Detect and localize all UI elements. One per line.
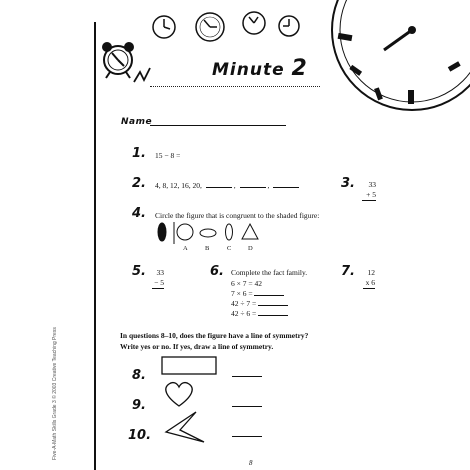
question-number: 4. bbox=[132, 206, 146, 221]
small-clock-icon bbox=[276, 14, 302, 38]
answer-line[interactable] bbox=[232, 406, 262, 407]
question-number: 1. bbox=[132, 146, 146, 161]
question-number: 2. bbox=[132, 176, 146, 191]
bottom-number: + 5 bbox=[362, 190, 376, 201]
name-label: Name bbox=[121, 117, 153, 127]
page-title: Minute 2 bbox=[212, 56, 308, 81]
fact-equation: 42 ÷ 6 = bbox=[231, 309, 257, 318]
small-clock-icon bbox=[150, 14, 178, 40]
large-clock-illustration bbox=[322, 0, 470, 115]
top-number: 33 bbox=[368, 180, 376, 189]
addition-problem bbox=[362, 180, 376, 201]
fact-equation: 7 × 6 = bbox=[231, 289, 253, 298]
shape-figures bbox=[152, 220, 272, 246]
heart-figure bbox=[163, 380, 195, 408]
choice-label-d[interactable]: D bbox=[248, 245, 253, 252]
question-text: 4, 8, 12, 16, 20, , , bbox=[155, 181, 301, 190]
top-number: 12 bbox=[367, 268, 375, 277]
instruction-line: Write yes or no. If yes, draw a line of symmetry. bbox=[120, 342, 274, 351]
fact-line bbox=[231, 299, 288, 309]
name-field[interactable] bbox=[150, 125, 286, 126]
symmetry-instructions bbox=[120, 330, 308, 352]
question-number: 8. bbox=[132, 368, 146, 383]
answer-blank[interactable] bbox=[206, 181, 232, 188]
multiplication-problem bbox=[363, 268, 375, 289]
alarm-clock-illustration bbox=[98, 38, 158, 88]
bottom-number: x 6 bbox=[363, 278, 375, 289]
answer-blank[interactable] bbox=[240, 181, 266, 188]
choice-label-a[interactable]: A bbox=[183, 245, 188, 252]
question-number: 10. bbox=[128, 428, 152, 443]
irregular-figure bbox=[160, 410, 216, 446]
question-number: 7. bbox=[341, 264, 355, 279]
question-text: Complete the fact family. bbox=[231, 268, 308, 277]
answer-line[interactable] bbox=[232, 376, 262, 377]
choice-label-c[interactable]: C bbox=[227, 245, 232, 252]
fact-family bbox=[231, 279, 288, 319]
small-clock-icon bbox=[192, 10, 228, 44]
answer-line[interactable] bbox=[232, 436, 262, 437]
page-border bbox=[94, 22, 96, 470]
bottom-number: − 5 bbox=[152, 278, 164, 289]
instruction-line: In questions 8–10, does the figure have a line of symmetry? bbox=[120, 331, 309, 340]
choice-label-b[interactable]: B bbox=[205, 245, 210, 252]
rectangle-figure bbox=[160, 355, 220, 377]
question-text: 15 − 8 = bbox=[155, 151, 181, 160]
question-number: 6. bbox=[210, 264, 224, 279]
side-credit: Five-A-Math Skills Grade 3 © 2003 Creative Teaching Press bbox=[52, 327, 58, 460]
page-number: 8 bbox=[249, 459, 253, 467]
fact-line bbox=[231, 309, 288, 319]
top-number: 33 bbox=[156, 268, 164, 277]
fact-line bbox=[231, 289, 288, 299]
answer-blank[interactable] bbox=[254, 289, 284, 296]
answer-blank[interactable] bbox=[273, 181, 299, 188]
small-clock-icon bbox=[240, 10, 268, 36]
fact-line: 6 × 7 = 42 bbox=[231, 279, 262, 288]
question-number: 5. bbox=[132, 264, 146, 279]
question-number: 3. bbox=[341, 176, 355, 191]
question-text: Circle the figure that is congruent to the shaded figure: bbox=[155, 211, 320, 220]
answer-blank[interactable] bbox=[258, 299, 288, 306]
answer-blank[interactable] bbox=[258, 309, 288, 316]
sequence-text: 4, 8, 12, 16, 20, bbox=[155, 181, 202, 190]
question-number: 9. bbox=[132, 398, 146, 413]
fact-equation: 42 ÷ 7 = bbox=[231, 299, 257, 308]
title-dotted-line bbox=[150, 86, 320, 87]
subtraction-problem bbox=[152, 268, 164, 289]
